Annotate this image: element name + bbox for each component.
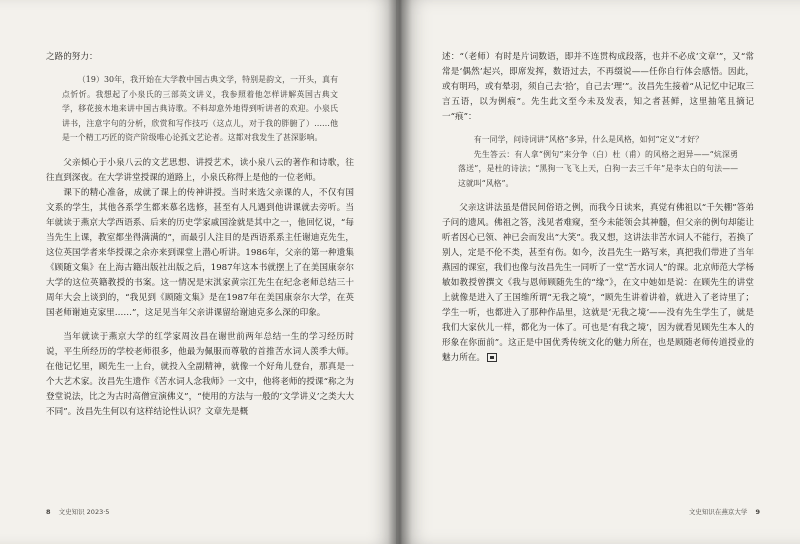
page-number: 9 xyxy=(755,508,760,516)
folio-right xyxy=(689,507,760,516)
body-paragraph: 述：“（老师）有时是片词数语，即并不连贯构成段落，也并不必成‘文章’”，又“常常是‘偶然’起兴，即席发挥，数语过去，不再缀说——任你自行体会感悟。因此，或有明玛，或有晕羽，须自己去‘拾’，自己去‘理’”。汝昌先生接着“从记忆中记取三言五语，以为例痕”。先生此文至今未及发表，知之者甚鲜，这里抽笔且摘记一“痕”： xyxy=(442,52,754,122)
left-page xyxy=(0,0,396,544)
quote-paragraph: 有一同学，问诗词讲“风格”多异，什么是风格，如何“定义”才好？ xyxy=(473,135,703,144)
quote-paragraph: （19）30年，我开始在大学教中国古典文学，特别是韵文，一开头，真有点忻忻。我想起了小泉氏的三部英文讲义，我参照着他怎样讲解英国古典文学，移花接木地来讲中国古典诗歌。不料却意外地得到听讲者的欢迎。小泉氏讲书，注意字句的分析，欣赏和写作技巧（这点儿，对于我的胖腑了）……他是一个精工巧匠的资产阶级唯心论孤文艺论者。这都对我发生了甚深影响。 xyxy=(62,75,338,142)
opening-line: 之路的努力： xyxy=(46,52,98,62)
end-mark-icon xyxy=(487,353,497,362)
running-title: 文史知识 2023·5 xyxy=(58,508,110,516)
folio-left xyxy=(46,507,109,516)
block-quote xyxy=(458,133,738,191)
left-page-content xyxy=(46,50,354,420)
body-paragraph: 父亲倾心于小泉八云的文艺思想、讲授艺术，读小泉八云的著作和诗歌，往往直到深夜。在大学讲堂授课的道路上，小泉氏称得上是他的一位老师。 xyxy=(46,157,354,183)
body-paragraph-text: 父亲这讲法虽是借民间俗语之例，而我今日读来，真觉有佛祖以“千矢棚”答弟子问的遗风。佛祖之答，浅见者难窥，至今未能领会其神髓，但父亲的例句却能让听者因心已领、神已会而发出“大笑”。我又想，这讲法非苦水词人不能行，若换了别人，定是不伦不类，甚至有伤。如今，汝昌先生一路写来，真把我们带进了当年燕园的课室，我们也像与汝昌先生一同听了一堂“苦水词人”的课。北京师范大学杨敏如教授曾撰文《我与恩师顾随先生的“缘”》，在文中她如是说：在顾先生的讲堂上就像是进入了王国维所谓“无我之境”，“顾先生讲着讲着，就进入了老诗里了；学生一听，也都进入了那种作品里，这就是‘无我之境’——没有先生学生了，就是我们大家伙儿一样，都化为一体了。可也是‘有我之境’，因为就看见顾先生本人的形象在你面前”。这正是中国优秀传统文化的魅力所在，也是顾随老师传道授业的魅力所在。 xyxy=(442,203,754,363)
body-paragraph: 当年就读于燕京大学的红学家周汝昌在谢世前两年总结一生的学习经历时说，平生所经历的学校老师很多，他最为佩服而尊敬的首推苦水词人羡季大师。在他记忆里，顾先生一上台，就投入全副精神，就像一个好角儿登台，那真是一个大艺术家。汝昌先生遗作《苦水词人念我师》一文中，他将老师的授课“称之为登堂说法，比之为古时高僧宣演佛义”，“使用的方法与一般的‘文学讲义’之类大大不同”。汝昌先生何以有这样结论性认识？文章先是概 xyxy=(46,331,354,417)
right-page-content xyxy=(442,50,754,366)
quote-paragraph: 先生答云：有人拿“例句”来分争（白）杜（甫）的风格之迥异——“炕深勇落送”，是杜的诗法；“黑狗一飞飞上天，白狗一去三千年”是李太白的句法——这就叫“风格”。 xyxy=(458,149,738,188)
running-title: 文史知识在燕京大学 xyxy=(688,508,748,516)
right-page xyxy=(396,0,800,544)
paragraph-spacer xyxy=(46,321,354,330)
page-number: 8 xyxy=(46,508,51,516)
block-quote xyxy=(62,73,338,146)
body-paragraph xyxy=(442,201,754,366)
body-paragraph: 课下的精心准备，成就了课上的传神讲授。当时来选父亲课的人，不仅有国文系的学生，其他各系学生都来慕名选修，甚至有人凡遇到他讲课就去旁听。当年就读于燕京大学西语系、后来的历史学家戚国淦就是其中之一，他回忆说，“每当先生上课，教室都坐得满满的”，而最引人注目的是西语系系主任谢迪克先生，这位英国学者来华授课之余亦来到课堂上潜心听讲。1986年，父亲的第一种遗集《顾随文集》在上海古籍出版社出版之后，1987年这本书就摆上了在美国康奈尔大学的这位英籍教授的书案。这一情况是宋淇家黄宗江先生在纪念老师总结三十周年大会上谈到的，“我见到《顾随文集》是在1987年在美国康奈尔大学，在英国老师谢迪克家里……”，这足见当年父亲讲课留给谢迪克多么深的印象。 xyxy=(46,187,354,318)
